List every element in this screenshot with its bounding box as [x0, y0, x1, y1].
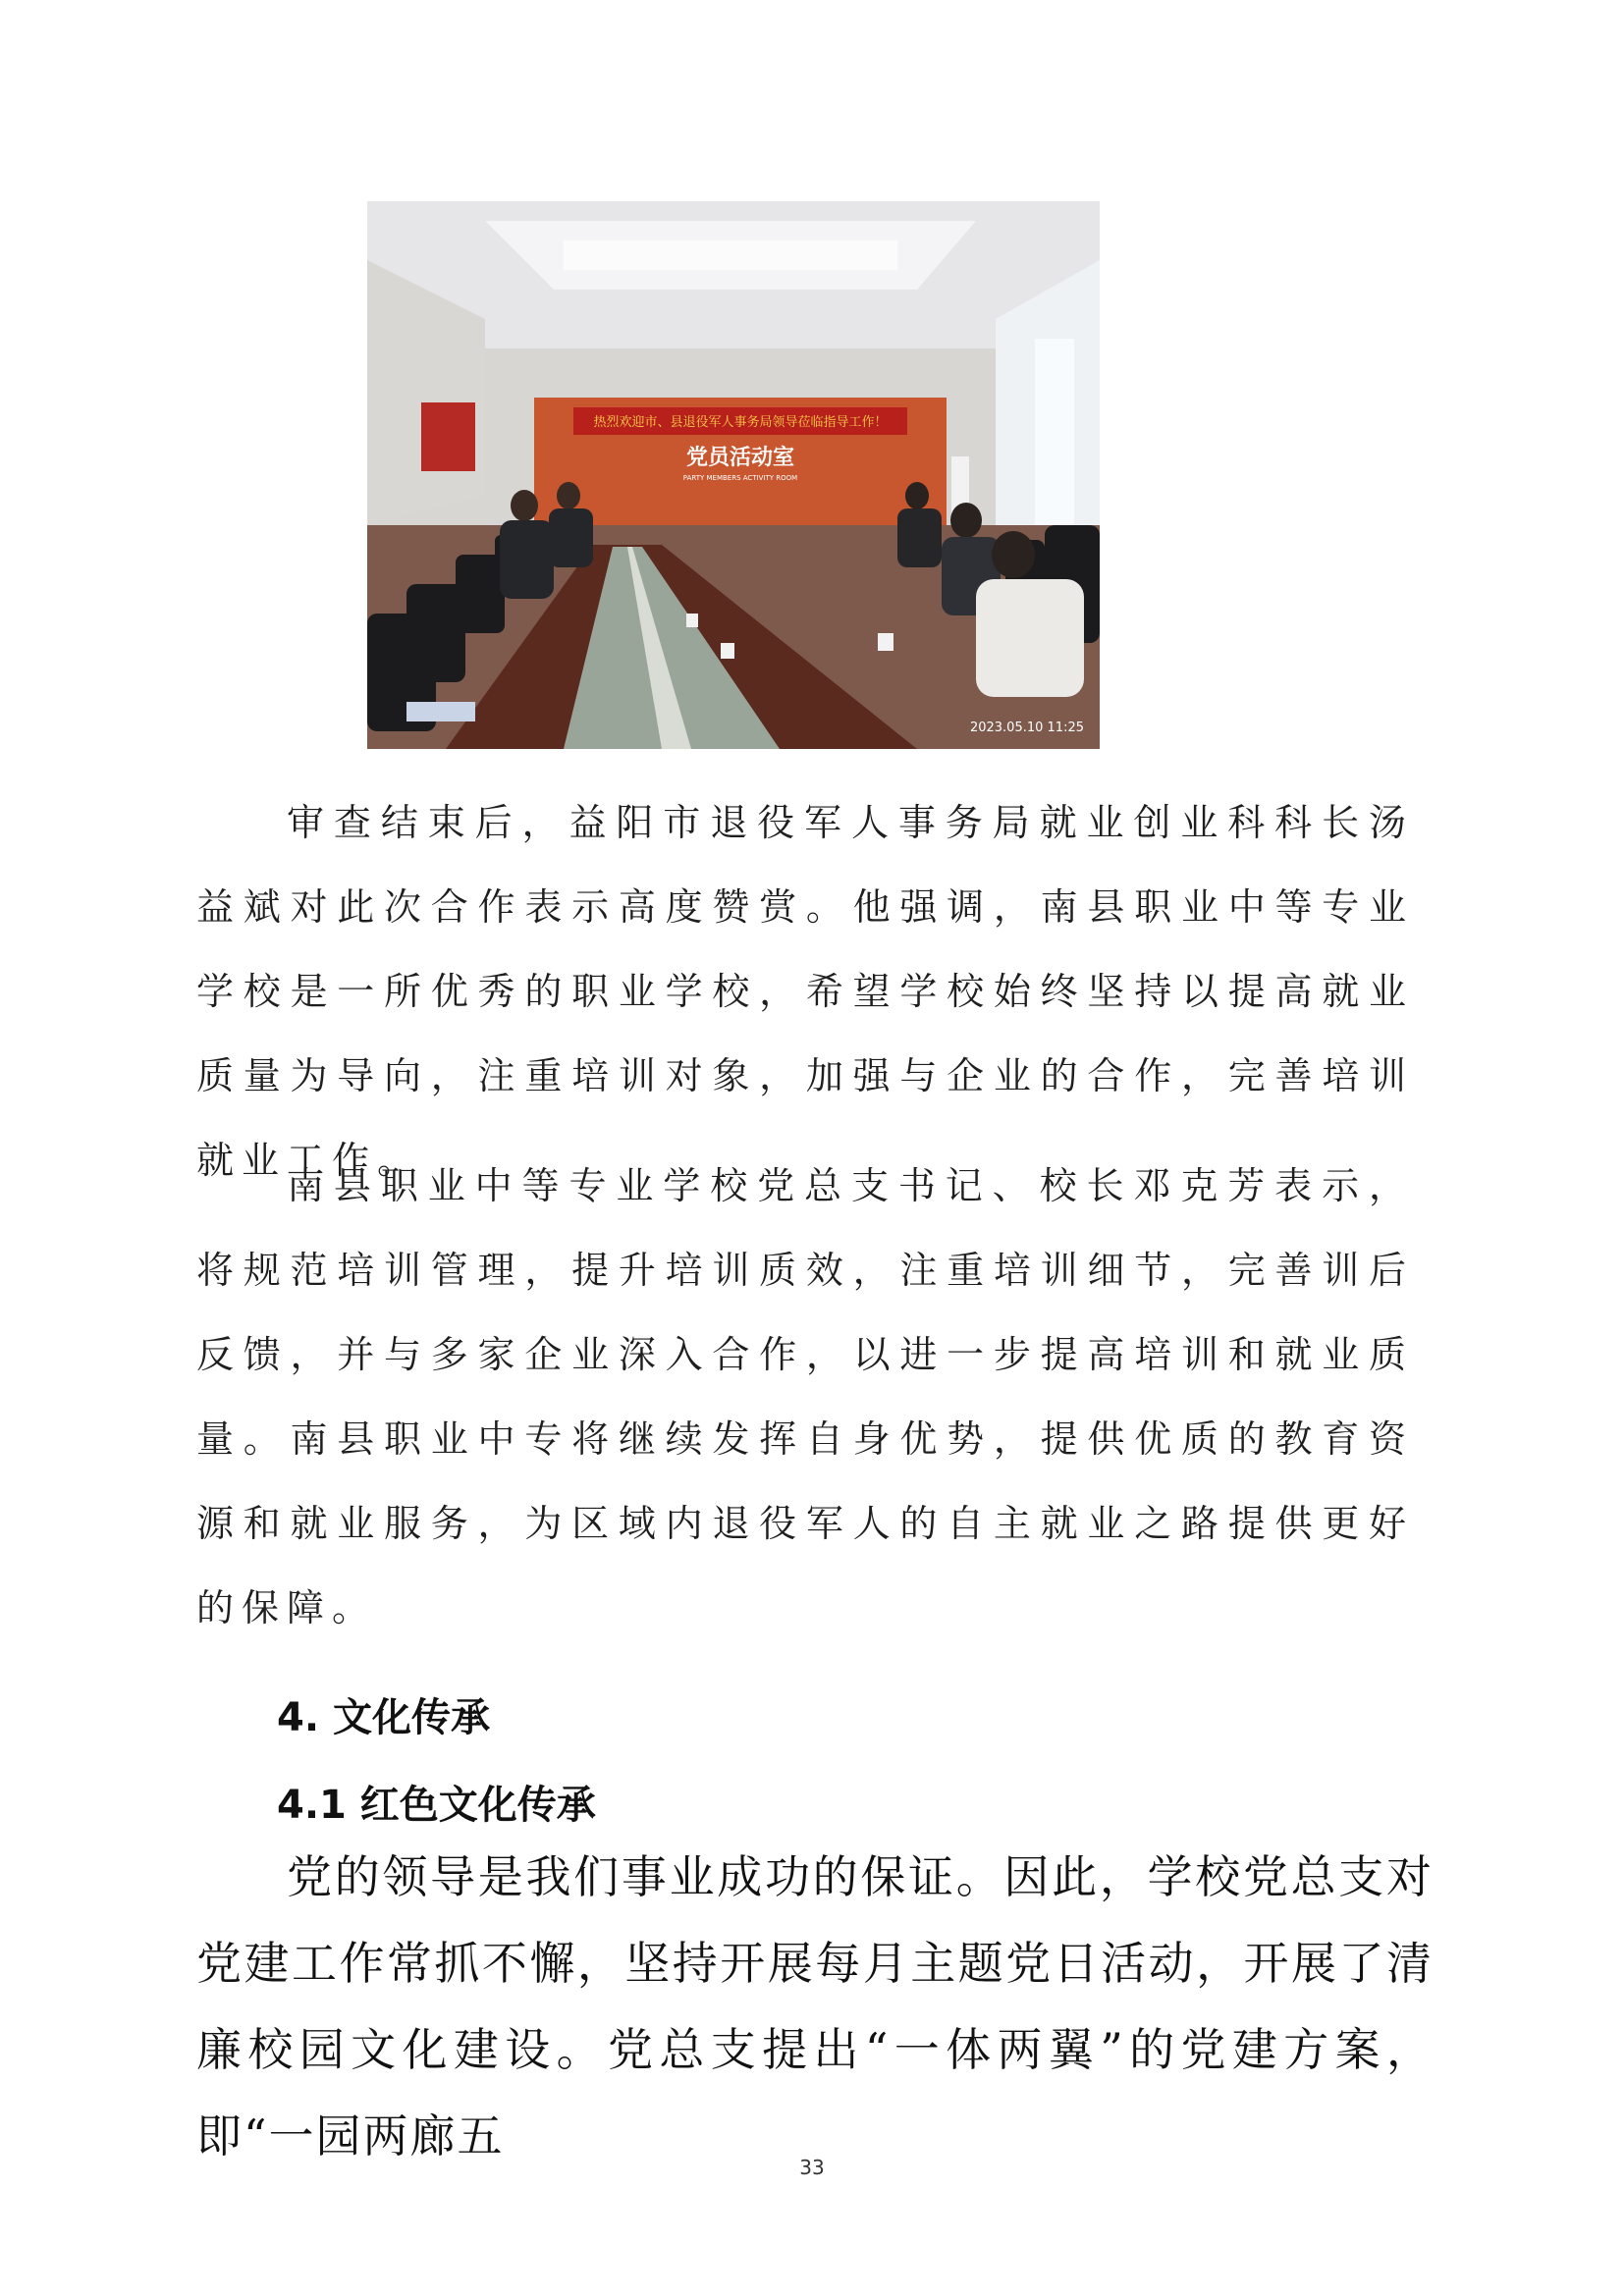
body-paragraph-1: 审查结束后，益阳市退役军人事务局就业创业科科长汤益斌对此次合作表示高度赞赏。他强调，南县职业中等专业学校是一所优秀的职业学校，希望学校始终坚持以提高就业质量为导向，注重培训对象，加强与企业的合作，完善培训就业工作。 [196, 801, 1414, 1182]
section-heading: 4. 文化传承 [277, 1695, 490, 1740]
photo-room-sign: 党员活动室 [685, 446, 795, 470]
body-paragraph-3: 党的领导是我们事业成功的保证。因此，学校党总支对党建工作常抓不懈，坚持开展每月主题党日活动，开展了清廉校园文化建设。党总支提出“一体两翼”的党建方案，即“一园两廊五 [196, 1850, 1434, 2163]
subsection-heading: 4.1 红色文化传承 [277, 1783, 596, 1828]
body-paragraph-2: 南县职业中等专业学校党总支书记、校长邓克芳表示，将规范培训管理，提升培训质效，注重培训细节，完善训后反馈，并与多家企业深入合作，以进一步提高培训和就业质量。南县职业中专将继续发挥自身优势，提供优质的教育资源和就业服务，为区域内退役军人的自主就业之路提供更好的保障。 [196, 1164, 1414, 1629]
photo-room-sign-en: PARTY MEMBERS ACTIVITY ROOM [682, 474, 798, 482]
page-number: 33 [799, 2156, 825, 2179]
meeting-photo [367, 201, 1100, 749]
photo-timestamp: 2023.05.10 11:25 [969, 721, 1084, 735]
photo-banner-text: 热烈欢迎市、县退役军人事务局领导莅临指导工作！ [593, 415, 888, 430]
